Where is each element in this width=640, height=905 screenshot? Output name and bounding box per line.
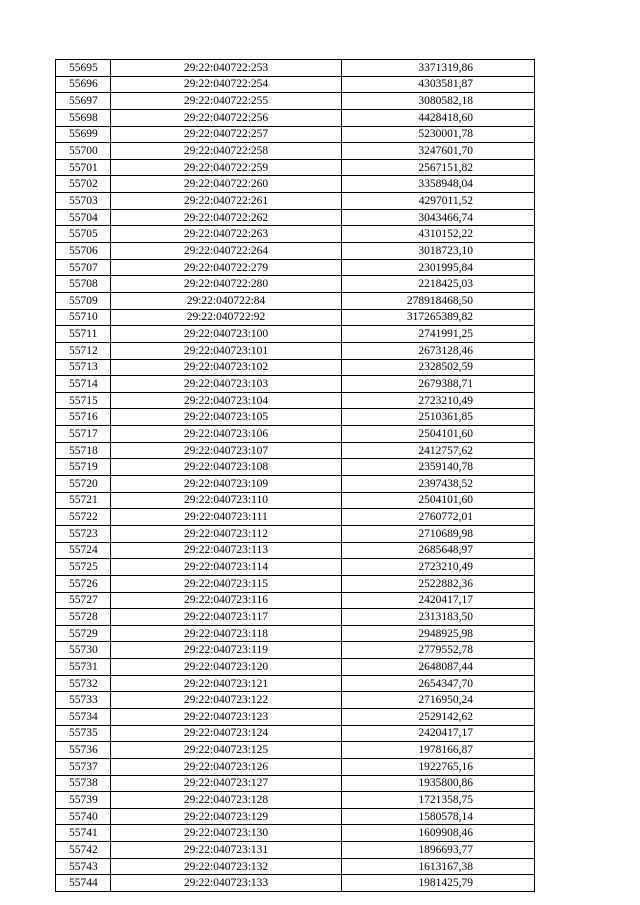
table-row	[56, 758, 535, 775]
cadastral-number-cell: 29:22:040722:263	[111, 226, 342, 243]
cadastral-value-cell: 3043466,74	[342, 209, 535, 226]
row-number-cell: 55726	[56, 575, 111, 592]
row-number-cell: 55703	[56, 193, 111, 210]
cadastral-number-cell: 29:22:040723:111	[111, 509, 342, 526]
cadastral-value-cell: 3358948,04	[342, 176, 535, 193]
cadastral-number-cell: 29:22:040723:116	[111, 592, 342, 609]
row-number-cell: 55725	[56, 559, 111, 576]
table-row	[56, 409, 535, 426]
cadastral-number-cell: 29:22:040723:117	[111, 609, 342, 626]
table-row	[56, 675, 535, 692]
cadastral-number-cell: 29:22:040723:127	[111, 775, 342, 792]
table-row	[56, 176, 535, 193]
table-row	[56, 642, 535, 659]
cadastral-value-cell: 317265389,82	[342, 309, 535, 326]
row-number-cell: 55713	[56, 359, 111, 376]
row-number-cell: 55732	[56, 675, 111, 692]
cadastral-value-cell: 4303581,87	[342, 76, 535, 93]
row-number-cell: 55718	[56, 442, 111, 459]
cadastral-number-cell: 29:22:040723:126	[111, 758, 342, 775]
row-number-cell: 55739	[56, 792, 111, 809]
table-row	[56, 492, 535, 509]
row-number-cell: 55712	[56, 342, 111, 359]
row-number-cell: 55719	[56, 459, 111, 476]
row-number-cell: 55720	[56, 476, 111, 493]
table-row	[56, 326, 535, 343]
cadastral-value-cell: 1613167,38	[342, 858, 535, 875]
cadastral-number-cell: 29:22:040722:259	[111, 159, 342, 176]
row-number-cell: 55704	[56, 209, 111, 226]
cadastral-number-cell: 29:22:040723:131	[111, 842, 342, 859]
cadastral-number-cell: 29:22:040723:112	[111, 525, 342, 542]
table-row	[56, 159, 535, 176]
row-number-cell: 55738	[56, 775, 111, 792]
table-row	[56, 392, 535, 409]
table-row	[56, 808, 535, 825]
cadastral-value-cell: 2412757,62	[342, 442, 535, 459]
cadastral-number-cell: 29:22:040723:110	[111, 492, 342, 509]
table-row	[56, 243, 535, 260]
table-row	[56, 442, 535, 459]
cadastral-value-cell: 2685648,97	[342, 542, 535, 559]
table-row	[56, 226, 535, 243]
cadastral-value-cell: 2504101,60	[342, 492, 535, 509]
cadastral-number-cell: 29:22:040723:124	[111, 725, 342, 742]
cadastral-number-cell: 29:22:040722:256	[111, 109, 342, 126]
cadastral-value-cell: 3247601,70	[342, 143, 535, 160]
row-number-cell: 55701	[56, 159, 111, 176]
cadastral-value-cell: 2741991,25	[342, 326, 535, 343]
table-row	[56, 292, 535, 309]
cadastral-value-cell: 1609908,46	[342, 825, 535, 842]
row-number-cell: 55744	[56, 875, 111, 892]
row-number-cell: 55733	[56, 692, 111, 709]
cadastral-number-cell: 29:22:040723:109	[111, 476, 342, 493]
cadastral-value-cell: 2673128,46	[342, 342, 535, 359]
cadastral-value-cell: 2420417,17	[342, 725, 535, 742]
cadastral-value-cell: 2420417,17	[342, 592, 535, 609]
cadastral-number-cell: 29:22:040723:125	[111, 742, 342, 759]
table-body	[56, 60, 535, 892]
cadastral-value-cell: 2710689,98	[342, 525, 535, 542]
row-number-cell: 55728	[56, 609, 111, 626]
row-number-cell: 55697	[56, 93, 111, 110]
cadastral-number-cell: 29:22:040722:255	[111, 93, 342, 110]
cadastral-number-cell: 29:22:040723:128	[111, 792, 342, 809]
cadastral-number-cell: 29:22:040722:260	[111, 176, 342, 193]
table-row	[56, 476, 535, 493]
table-row	[56, 692, 535, 709]
cadastral-value-cell: 2679388,71	[342, 376, 535, 393]
row-number-cell: 55723	[56, 525, 111, 542]
row-number-cell: 55727	[56, 592, 111, 609]
cadastral-value-cell: 2397438,52	[342, 476, 535, 493]
cadastral-value-cell: 2359140,78	[342, 459, 535, 476]
cadastral-number-cell: 29:22:040723:123	[111, 708, 342, 725]
table-row	[56, 426, 535, 443]
row-number-cell: 55740	[56, 808, 111, 825]
cadastral-value-table	[55, 59, 535, 892]
cadastral-number-cell: 29:22:040723:103	[111, 376, 342, 393]
table-row	[56, 625, 535, 642]
cadastral-number-cell: 29:22:040723:113	[111, 542, 342, 559]
cadastral-number-cell: 29:22:040723:106	[111, 426, 342, 443]
table-row	[56, 342, 535, 359]
cadastral-value-cell: 2716950,24	[342, 692, 535, 709]
row-number-cell: 55716	[56, 409, 111, 426]
cadastral-number-cell: 29:22:040723:119	[111, 642, 342, 659]
cadastral-number-cell: 29:22:040722:264	[111, 243, 342, 260]
cadastral-value-cell: 1922765,16	[342, 758, 535, 775]
row-number-cell: 55724	[56, 542, 111, 559]
cadastral-value-cell: 278918468,50	[342, 292, 535, 309]
row-number-cell: 55711	[56, 326, 111, 343]
cadastral-number-cell: 29:22:040723:101	[111, 342, 342, 359]
cadastral-value-cell: 1721358,75	[342, 792, 535, 809]
table-row	[56, 276, 535, 293]
cadastral-value-cell: 2522882,36	[342, 575, 535, 592]
table-row	[56, 725, 535, 742]
table-row	[56, 575, 535, 592]
table-row	[56, 609, 535, 626]
cadastral-value-cell: 1580578,14	[342, 808, 535, 825]
row-number-cell: 55707	[56, 259, 111, 276]
row-number-cell: 55698	[56, 109, 111, 126]
cadastral-number-cell: 29:22:040722:258	[111, 143, 342, 160]
cadastral-number-cell: 29:22:040722:279	[111, 259, 342, 276]
cadastral-number-cell: 29:22:040722:262	[111, 209, 342, 226]
cadastral-number-cell: 29:22:040723:107	[111, 442, 342, 459]
cadastral-number-cell: 29:22:040723:104	[111, 392, 342, 409]
table-row	[56, 875, 535, 892]
cadastral-value-cell: 2328502,59	[342, 359, 535, 376]
cadastral-number-cell: 29:22:040722:280	[111, 276, 342, 293]
cadastral-value-cell: 4310152,22	[342, 226, 535, 243]
row-number-cell: 55731	[56, 659, 111, 676]
cadastral-value-cell: 3371319,86	[342, 60, 535, 77]
row-number-cell: 55708	[56, 276, 111, 293]
table-row	[56, 659, 535, 676]
cadastral-number-cell: 29:22:040723:133	[111, 875, 342, 892]
row-number-cell: 55699	[56, 126, 111, 143]
cadastral-number-cell: 29:22:040722:84	[111, 292, 342, 309]
row-number-cell: 55729	[56, 625, 111, 642]
cadastral-number-cell: 29:22:040722:253	[111, 60, 342, 77]
table-row	[56, 708, 535, 725]
cadastral-value-cell: 2301995,84	[342, 259, 535, 276]
cadastral-value-cell: 2510361,85	[342, 409, 535, 426]
table-row	[56, 126, 535, 143]
table-row	[56, 592, 535, 609]
row-number-cell: 55737	[56, 758, 111, 775]
cadastral-number-cell: 29:22:040723:121	[111, 675, 342, 692]
row-number-cell: 55705	[56, 226, 111, 243]
cadastral-value-cell: 2218425,03	[342, 276, 535, 293]
cadastral-value-cell: 2313183,50	[342, 609, 535, 626]
row-number-cell: 55717	[56, 426, 111, 443]
cadastral-number-cell: 29:22:040723:120	[111, 659, 342, 676]
cadastral-number-cell: 29:22:040722:92	[111, 309, 342, 326]
table-row	[56, 825, 535, 842]
cadastral-value-cell: 2948925,98	[342, 625, 535, 642]
cadastral-value-cell: 3018723,10	[342, 243, 535, 260]
table-row	[56, 509, 535, 526]
table-row	[56, 109, 535, 126]
table-row	[56, 359, 535, 376]
row-number-cell: 55709	[56, 292, 111, 309]
row-number-cell: 55702	[56, 176, 111, 193]
cadastral-value-cell: 2760772,01	[342, 509, 535, 526]
cadastral-number-cell: 29:22:040723:118	[111, 625, 342, 642]
table-row	[56, 742, 535, 759]
table-row	[56, 559, 535, 576]
cadastral-value-cell: 2529142,62	[342, 708, 535, 725]
cadastral-value-cell: 2723210,49	[342, 392, 535, 409]
cadastral-number-cell: 29:22:040723:102	[111, 359, 342, 376]
cadastral-number-cell: 29:22:040723:115	[111, 575, 342, 592]
cadastral-number-cell: 29:22:040723:108	[111, 459, 342, 476]
table-row	[56, 525, 535, 542]
table-row	[56, 209, 535, 226]
table-row	[56, 143, 535, 160]
table-row	[56, 60, 535, 77]
cadastral-value-cell: 2779552,78	[342, 642, 535, 659]
table-row	[56, 193, 535, 210]
cadastral-number-cell: 29:22:040722:254	[111, 76, 342, 93]
row-number-cell: 55696	[56, 76, 111, 93]
cadastral-number-cell: 29:22:040723:114	[111, 559, 342, 576]
cadastral-value-cell: 1935800,86	[342, 775, 535, 792]
cadastral-value-cell: 1981425,79	[342, 875, 535, 892]
table-row	[56, 775, 535, 792]
cadastral-number-cell: 29:22:040723:129	[111, 808, 342, 825]
cadastral-value-cell: 2654347,70	[342, 675, 535, 692]
row-number-cell: 55700	[56, 143, 111, 160]
cadastral-value-cell: 5230001,78	[342, 126, 535, 143]
cadastral-number-cell: 29:22:040723:100	[111, 326, 342, 343]
cadastral-number-cell: 29:22:040723:105	[111, 409, 342, 426]
row-number-cell: 55730	[56, 642, 111, 659]
row-number-cell: 55706	[56, 243, 111, 260]
cadastral-value-cell: 1978166,87	[342, 742, 535, 759]
cadastral-value-cell: 2723210,49	[342, 559, 535, 576]
table-row	[56, 792, 535, 809]
cadastral-value-cell: 2648087,44	[342, 659, 535, 676]
row-number-cell: 55695	[56, 60, 111, 77]
row-number-cell: 55721	[56, 492, 111, 509]
cadastral-value-cell: 4297011,52	[342, 193, 535, 210]
cadastral-value-cell: 3080582,18	[342, 93, 535, 110]
row-number-cell: 55742	[56, 842, 111, 859]
table-row	[56, 93, 535, 110]
row-number-cell: 55715	[56, 392, 111, 409]
row-number-cell: 55710	[56, 309, 111, 326]
table-row	[56, 858, 535, 875]
cadastral-value-cell: 4428418,60	[342, 109, 535, 126]
row-number-cell: 55743	[56, 858, 111, 875]
table-row	[56, 542, 535, 559]
table-row	[56, 76, 535, 93]
row-number-cell: 55714	[56, 376, 111, 393]
table-row	[56, 459, 535, 476]
row-number-cell: 55722	[56, 509, 111, 526]
cadastral-number-cell: 29:22:040723:122	[111, 692, 342, 709]
cadastral-number-cell: 29:22:040723:130	[111, 825, 342, 842]
cadastral-number-cell: 29:22:040722:261	[111, 193, 342, 210]
cadastral-number-cell: 29:22:040722:257	[111, 126, 342, 143]
cadastral-number-cell: 29:22:040723:132	[111, 858, 342, 875]
cadastral-value-cell: 2567151,82	[342, 159, 535, 176]
table-row	[56, 376, 535, 393]
table-row	[56, 842, 535, 859]
row-number-cell: 55741	[56, 825, 111, 842]
row-number-cell: 55736	[56, 742, 111, 759]
row-number-cell: 55735	[56, 725, 111, 742]
cadastral-value-cell: 1896693,77	[342, 842, 535, 859]
cadastral-value-cell: 2504101,60	[342, 426, 535, 443]
table-row	[56, 259, 535, 276]
row-number-cell: 55734	[56, 708, 111, 725]
table-row	[56, 309, 535, 326]
